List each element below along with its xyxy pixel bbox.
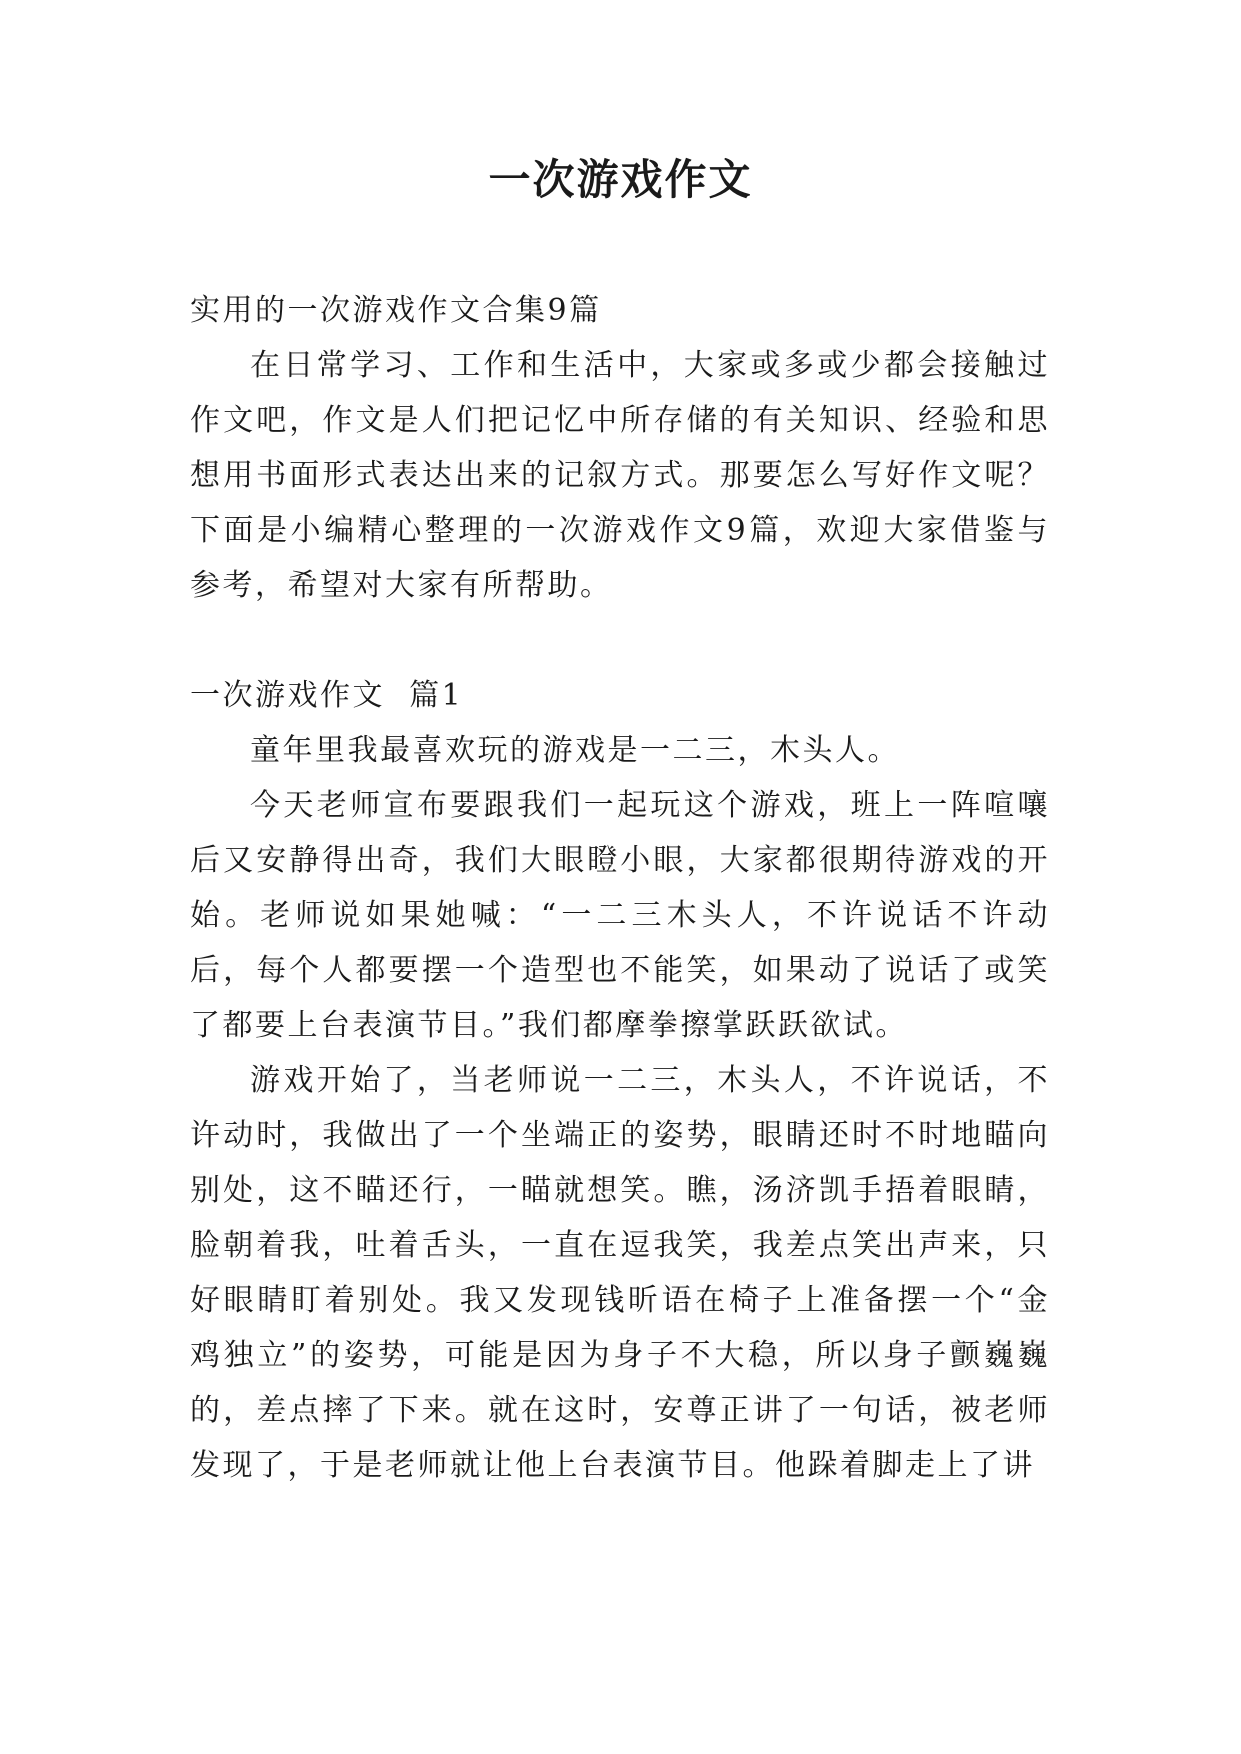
intro-paragraph: 在日常学习、工作和生活中，大家或多或少都会接触过作文吧，作文是人们把记忆中所存储的有关知识、经验和思想用书面形式表达出来的记叙方式。那要怎么写好作文呢？下面是小编精心整理的一次游戏作文9篇，欢迎大家借鉴与参考，希望对大家有所帮助。 <box>190 348 1050 603</box>
body-paragraph: 游戏开始了，当老师说一二三，木头人，不许说话，不许动时，我做出了一个坐端正的姿势，眼睛还时不时地瞄向别处，这不瞄还行，一瞄就想笑。瞧，汤济凯手捂着眼睛，脸朝着我，吐着舌头，一直在逗我笑，我差点笑出声来，只好眼睛盯着别处。我又发现钱昕语在椅子上准备摆一个“金鸡独立”的姿势，可能是因为身子不大稳，所以身子颤巍巍的，差点摔了下来。就在这时，安尊正讲了一句话，被老师发现了，于是老师就让他上台表演节目。他跺着脚走上了讲 <box>190 1063 1050 1483</box>
body-paragraph: 童年里我最喜欢玩的游戏是一二三，木头人。 <box>250 733 900 768</box>
collection-subtitle: 实用的一次游戏作文合集9篇 <box>190 293 602 328</box>
document-body <box>190 283 1050 1493</box>
document-title: 一次游戏作文 <box>488 155 753 204</box>
section-spacer <box>190 613 1050 668</box>
section-heading: 一次游戏作文 篇1 <box>190 678 464 713</box>
body-paragraph: 今天老师宣布要跟我们一起玩这个游戏，班上一阵喧嚷后又安静得出奇，我们大眼瞪小眼，大家都很期待游戏的开始。老师说如果她喊：“一二三木头人，不许说话不许动后，每个人都要摆一个造型也不能笑，如果动了说话了或笑了都要上台表演节目。”我们都摩拳擦掌跃跃欲试。 <box>190 788 1050 1043</box>
